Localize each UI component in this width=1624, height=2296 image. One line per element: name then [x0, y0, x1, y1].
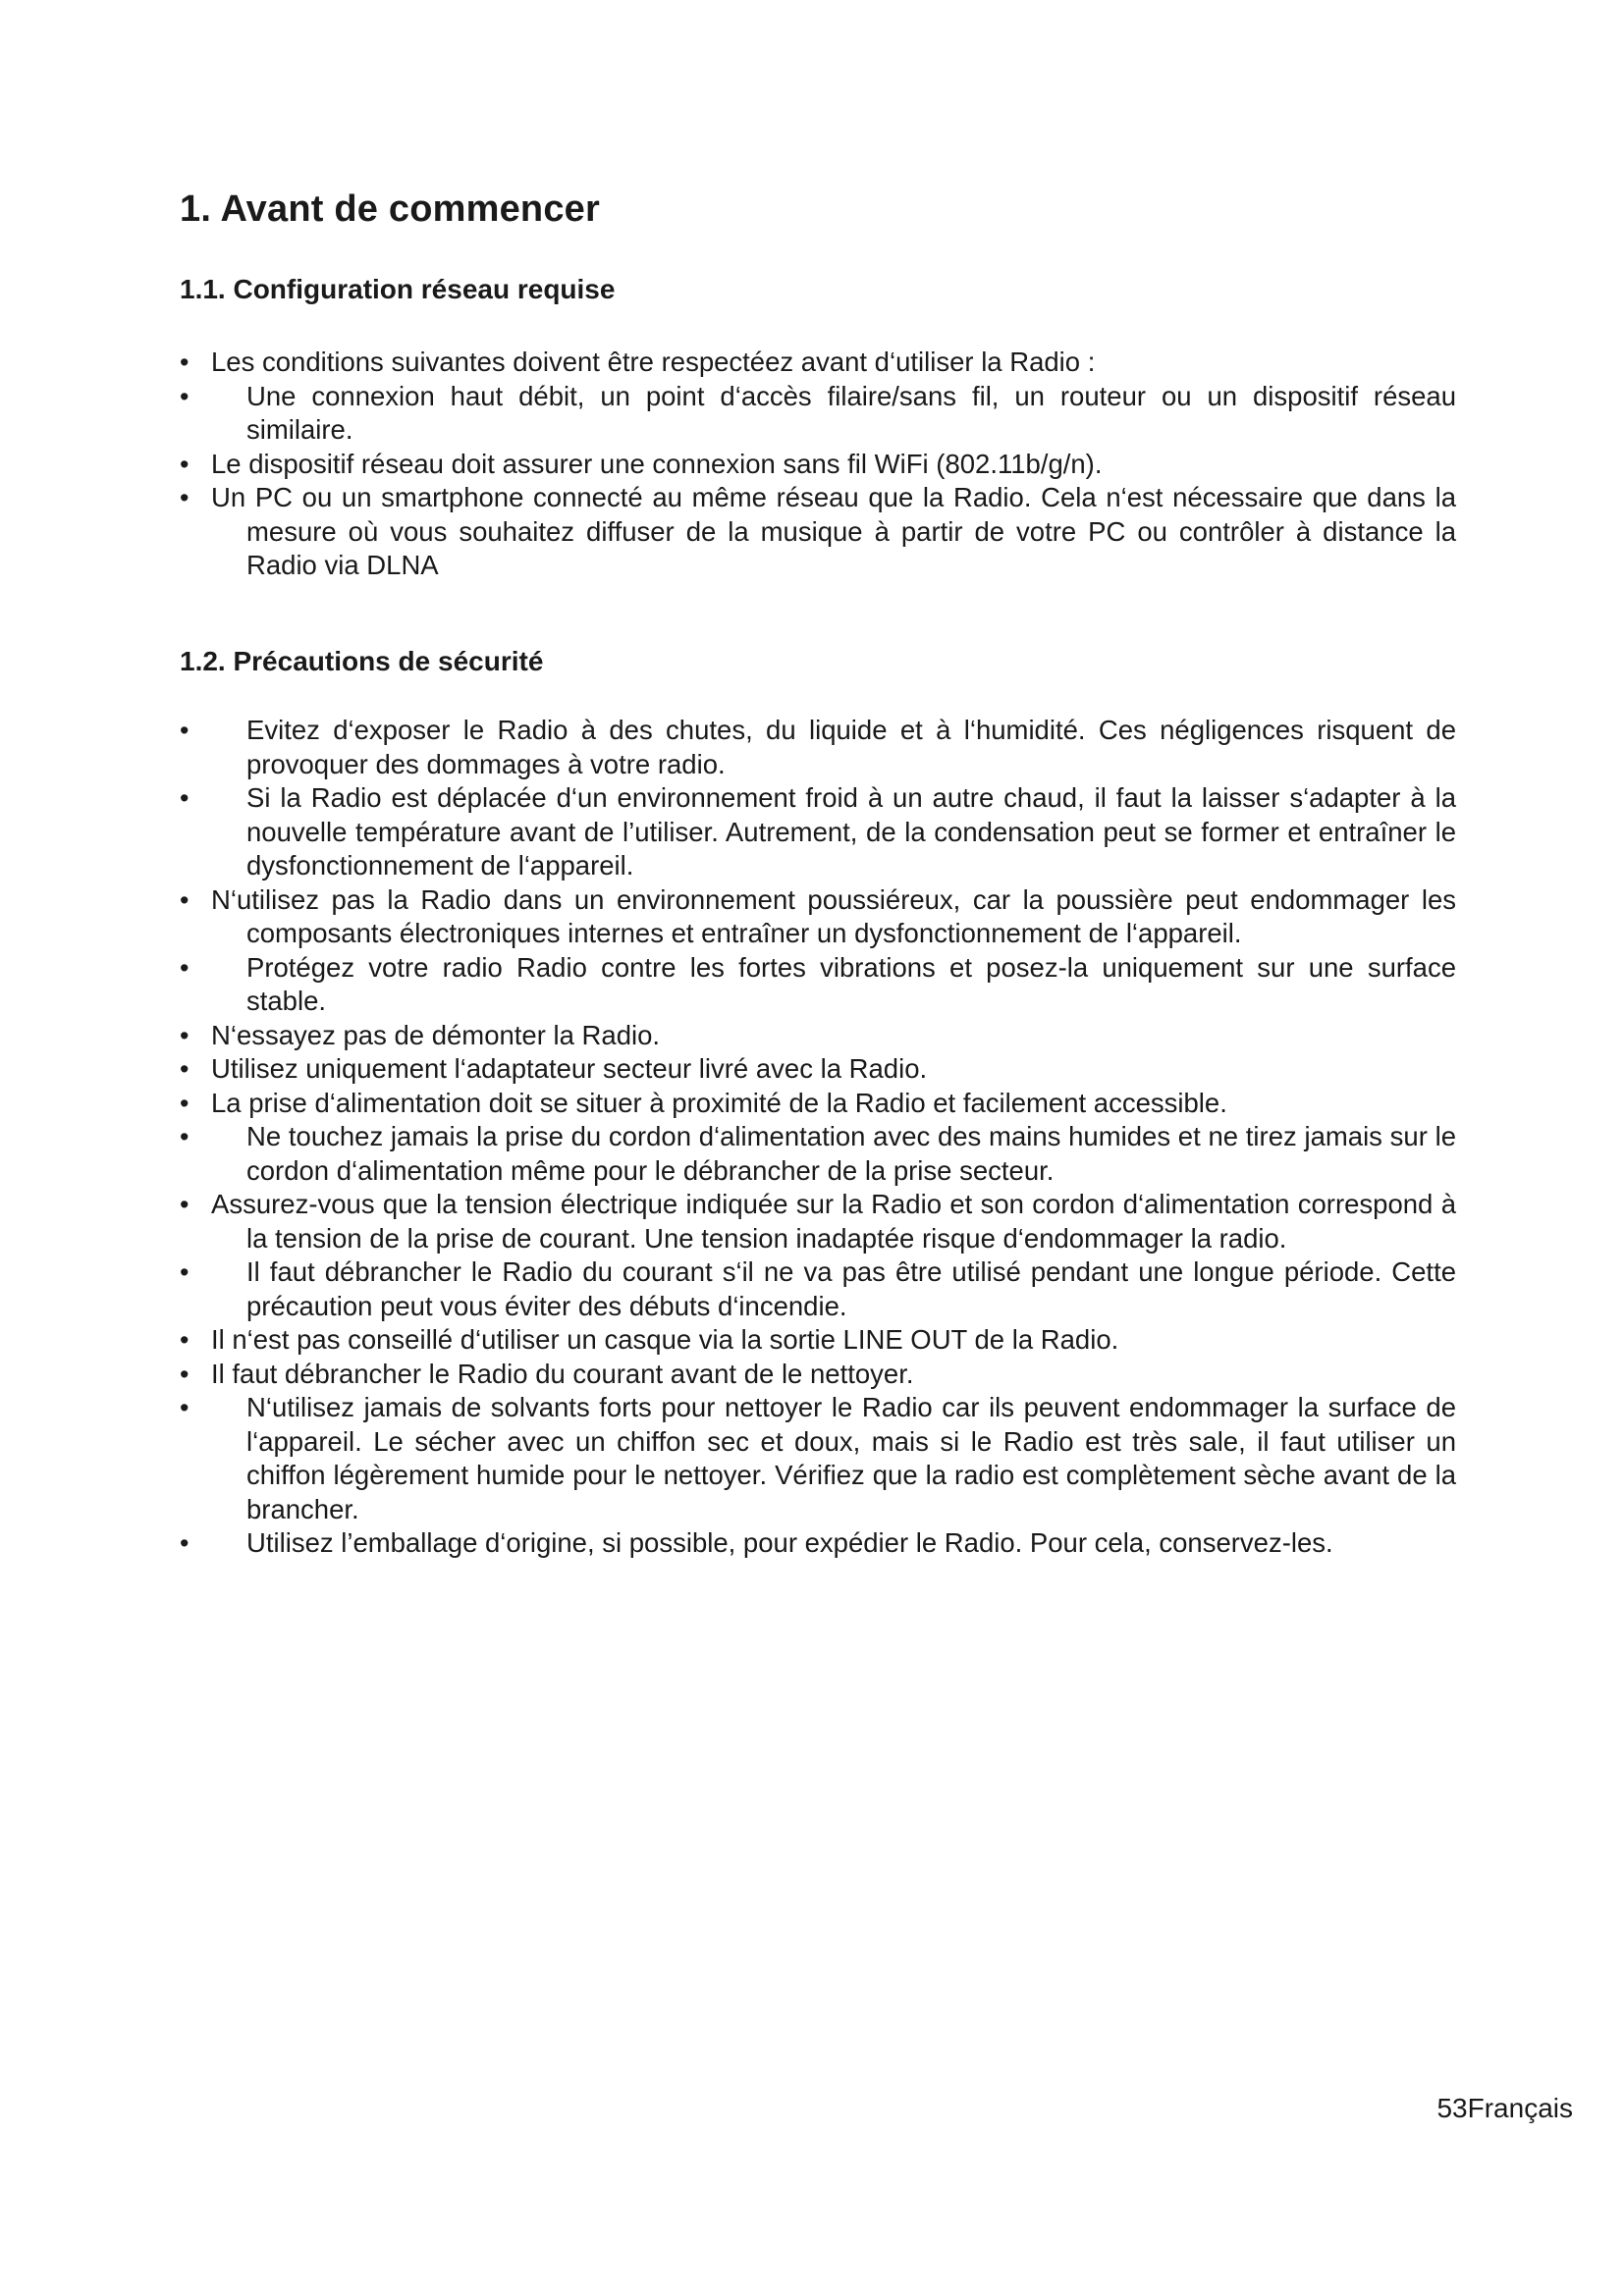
bullet-icon: • [180, 1528, 189, 1558]
section-title-safety: 1.2. Précautions de sécurité [180, 646, 544, 676]
list-item: • Protégez votre radio Radio contre les fortes vibrations et posez-la uniquement sur une surface stable. [180, 951, 1456, 1016]
page-title: 1. Avant de commencer [180, 188, 600, 230]
list-item: • Un PC ou un smartphone connecté au même réseau que la Radio. Cela n‘est nécessaire que dans la mesure où vous souhaitez diffuser de la musique à partir de votre PC ou contrôler à distance la Radio via DLNA [180, 482, 1456, 580]
bullet-icon: • [180, 783, 189, 813]
bullet-icon: • [180, 1393, 189, 1422]
network-requirements-list [180, 346, 1456, 583]
list-item: • Utilisez l’emballage d‘origine, si possible, pour expédier le Radio. Pour cela, conservez-les. [180, 1526, 1456, 1561]
bullet-icon: • [180, 716, 189, 745]
bullet-icon: • [180, 884, 189, 915]
list-item: • Si la Radio est déplacée d‘un environnement froid à un autre chaud, il faut la laisser s‘adapter à la nouvelle température avant de l’utiliser. Autrement, de la condensation peut se former et entraîner le dysfonctionnement de l‘appareil. [180, 782, 1456, 881]
bullet-icon: • [180, 1359, 189, 1389]
bullet-icon: • [180, 1190, 189, 1219]
list-item: • Il faut débrancher le Radio du courant s‘il ne va pas être utilisé pendant une longue période. Cette précaution peut vous éviter des débuts d‘incendie. [180, 1256, 1456, 1321]
list-item: • Il n‘est pas conseillé d‘utiliser un casque via la sortie LINE OUT de la Radio. [180, 1323, 1456, 1358]
bullet-icon: • [180, 381, 189, 411]
list-item: • Les conditions suivantes doivent être respectéez avant d‘utiliser la Radio : [180, 346, 1456, 380]
bullet-icon: • [180, 449, 189, 479]
bullet-icon: • [180, 1020, 189, 1050]
list-item: • Assurez-vous que la tension électrique indiquée sur la Radio et son cordon d‘alimentation correspond à la tension de la prise de courant. Une tension inadaptée risque d‘endommager la radio. [180, 1189, 1456, 1254]
list-item: • N‘essayez pas de démonter la Radio. [180, 1019, 1456, 1053]
list-item: • Le dispositif réseau doit assurer une connexion sans fil WiFi (802.11b/g/n). [180, 448, 1456, 482]
bullet-icon: • [180, 1054, 189, 1084]
bullet-icon: • [180, 347, 189, 377]
list-item: • Il faut débrancher le Radio du courant avant de le nettoyer. [180, 1358, 1456, 1392]
bullet-icon: • [180, 1088, 189, 1118]
list-item: • N‘utilisez pas la Radio dans un environnement poussiéreux, car la poussière peut endommager les composants électroniques internes et entraîner un dysfonctionnement de l‘appareil. [180, 883, 1456, 948]
page-number-language: 53Français [1436, 2093, 1573, 2123]
bullet-icon: • [180, 1257, 189, 1287]
list-item: • Une connexion haut débit, un point d‘accès filaire/sans fil, un routeur ou un dispositif réseau similaire. [180, 380, 1456, 445]
bullet-icon: • [180, 1325, 189, 1355]
bullet-icon: • [180, 952, 189, 983]
list-item: • Ne touchez jamais la prise du cordon d‘alimentation avec des mains humides et ne tirez jamais sur le cordon d‘alimentation même pour le débrancher de la prise secteur. [180, 1121, 1456, 1186]
bullet-icon: • [180, 483, 189, 512]
list-item: • Utilisez uniquement l‘adaptateur secteur livré avec la Radio. [180, 1052, 1456, 1087]
safety-precautions-list [180, 714, 1456, 1561]
bullet-icon: • [180, 1122, 189, 1151]
list-item: • N‘utilisez jamais de solvants forts pour nettoyer le Radio car ils peuvent endommager la surface de l‘appareil. Le sécher avec un chiffon sec et doux, mais si le Radio est très sale, il faut utiliser un chiffon légèrement humide pour le nettoyer. Vérifiez que la radio est complètement sèche avant de la brancher. [180, 1392, 1456, 1524]
list-item: • La prise d‘alimentation doit se situer à proximité de la Radio et facilement accessible. [180, 1087, 1456, 1121]
list-item: • Evitez d‘exposer le Radio à des chutes, du liquide et à l‘humidité. Ces négligences risquent de provoquer des dommages à votre radio. [180, 715, 1456, 779]
section-title-network: 1.1. Configuration réseau requise [180, 274, 616, 304]
